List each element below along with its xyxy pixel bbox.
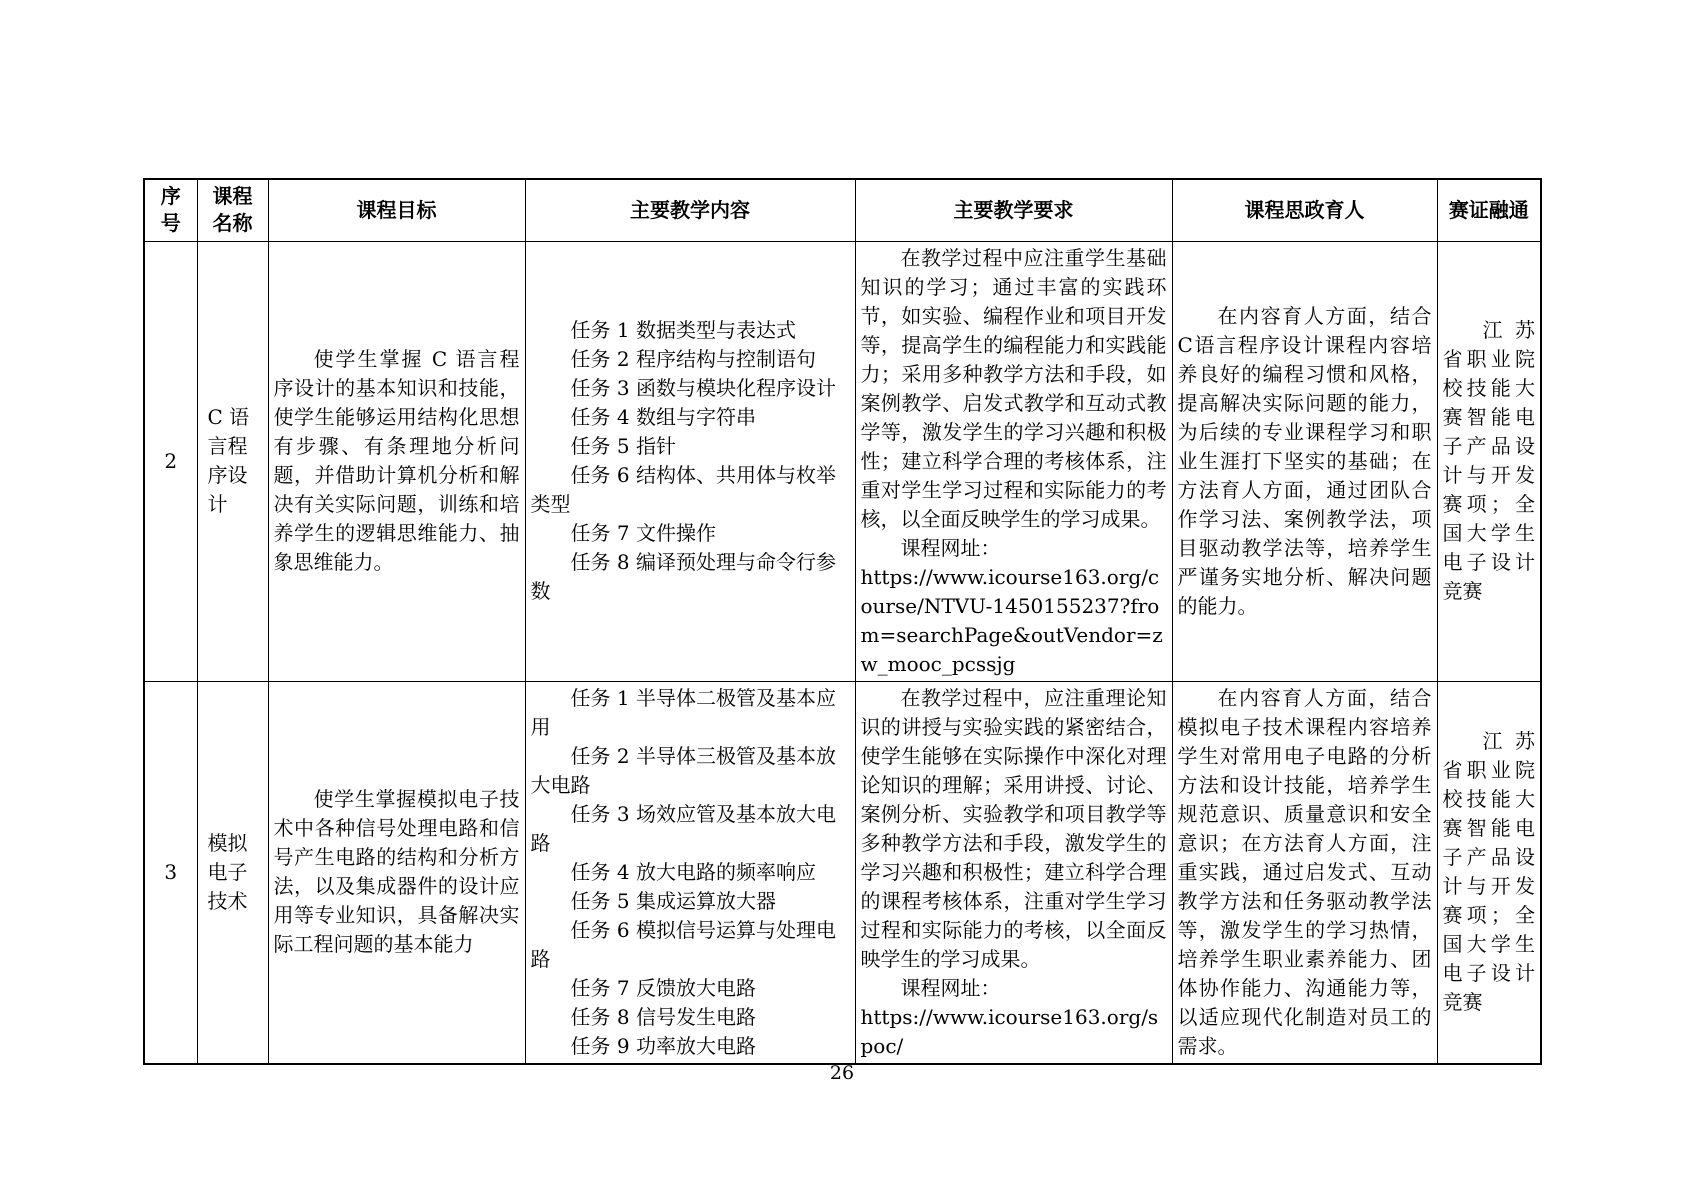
task-item: 任务 4 放大电路的频率响应 <box>570 859 816 884</box>
header-objective: 课程目标 <box>268 179 525 241</box>
course-url: https://www.icourse163.org/spoc/ <box>860 1004 1159 1058</box>
header-course-name: 课程名称 <box>197 179 268 241</box>
cell-objective <box>268 681 525 1064</box>
competition-text: 江苏省职业院校技能大赛智能电子产品设计与开发赛项；全国大学生电子设计竞赛 <box>1442 318 1535 603</box>
requirement-text: 在教学过程中，应注重理论知识的讲授与实验实践的紧密结合，使学生能够在实际操作中深化对理论知识的理解；采用讲授、讨论、案例分析、实验教学和项目教学等多种教学方法和手段，激发学生的学习兴趣和积极性；建立科学合理的课程考核体系，注重对学生学习过程和实际能力的考核，以全面反映学生的学习成果。 <box>860 685 1167 971</box>
competition-text: 江苏省职业院校技能大赛智能电子产品设计与开发赛项；全国大学生电子设计竞赛 <box>1442 729 1535 1014</box>
table-row <box>144 681 1541 1064</box>
requirement-text: 在教学过程中应注重学生基础知识的学习；通过丰富的实践环节，如实验、编程作业和项目开发等，提高学生的编程能力和实践能力；采用多种教学方法和手段，如案例教学、启发式教学和互动式教学等，激发学生的学习兴趣和积极性；建立科学合理的考核体系，注重对学生学习过程和实际能力的考核，以全面反映学生的学习成果。 <box>860 245 1167 531</box>
task-item: 任务 8 信号发生电路 <box>570 1004 756 1029</box>
task-item: 任务 1 数据类型与表达式 <box>570 318 796 342</box>
task-item: 任务 1 半导体二极管及基本应用 <box>530 685 836 739</box>
task-item: 任务 6 结构体、共用体与枚举类型 <box>530 463 836 516</box>
cell-no: 3 <box>144 681 197 1064</box>
cell-requirement <box>855 241 1172 681</box>
task-item: 任务 3 场效应管及基本放大电路 <box>530 801 836 855</box>
objective-text: 使学生掌握 C 语言程序设计的基本知识和技能，使学生能够运用结构化思想有步骤、有条理地分析问题，并借助计算机分析和解决有关实际问题，训练和培养学生的逻辑思维能力、抽象思维能力。 <box>273 347 520 574</box>
cell-ideology <box>1172 681 1437 1064</box>
cell-competition <box>1437 241 1541 681</box>
cell-no: 2 <box>144 241 197 681</box>
page-number: 26 <box>829 1062 855 1084</box>
cell-objective <box>268 241 525 681</box>
cell-competition <box>1437 681 1541 1064</box>
task-item: 任务 7 文件操作 <box>570 521 716 545</box>
course-url: https://www.icourse163.org/course/NTVU-1450155237?from=searchPage&outVendor=zw_mooc_pcssjg <box>860 564 1163 676</box>
task-item: 任务 6 模拟信号运算与处理电路 <box>530 917 836 971</box>
ideology-text: 在内容育人方面，结合C语言程序设计课程内容培养良好的编程习惯和风格，提高解决实际问题的能力，为后续的专业课程学习和职业生涯打下坚实的基础；在方法育人方面，通过团队合作学习法、案例教学法，项目驱动教学法等，培养学生严谨务实地分析、解决问题的能力。 <box>1177 303 1432 618</box>
task-item: 任务 2 程序结构与控制语句 <box>570 347 816 371</box>
table-row <box>144 241 1541 681</box>
cell-ideology <box>1172 241 1437 681</box>
header-content: 主要教学内容 <box>525 179 855 241</box>
task-item: 任务 7 反馈放大电路 <box>570 975 756 1000</box>
task-item: 任务 4 数组与字符串 <box>570 405 756 429</box>
task-item: 任务 9 功率放大电路 <box>570 1033 756 1058</box>
cell-content <box>525 241 855 681</box>
table-header-row <box>144 179 1541 241</box>
objective-text: 使学生掌握模拟电子技术中各种信号处理电路和信号产生电路的结构和分析方法，以及集成器件的设计应用等专业知识，具备解决实际工程问题的基本能力 <box>273 787 520 956</box>
task-item: 任务 3 函数与模块化程序设计 <box>570 376 836 400</box>
course-url-label: 课程网址： <box>900 535 1001 560</box>
task-item: 任务 8 编译预处理与命令行参数 <box>530 550 836 603</box>
course-url-label: 课程网址： <box>900 975 1001 1000</box>
header-ideology: 课程思政育人 <box>1172 179 1437 241</box>
cell-requirement <box>855 681 1172 1064</box>
ideology-text: 在内容育人方面，结合模拟电子技术课程内容培养学生对常用电子电路的分析方法和设计技能，培养学生规范意识、质量意识和安全意识；在方法育人方面，注重实践，通过启发式、互动教学方法和任务驱动教学法等，激发学生的学习热情，培养学生职业素养能力、团体协作能力、沟通能力等，以适应现代化制造对员工的需求。 <box>1177 685 1432 1058</box>
header-requirement: 主要教学要求 <box>855 179 1172 241</box>
course-table <box>143 178 1542 1065</box>
header-competition: 赛证融通 <box>1437 179 1541 241</box>
cell-course-name: C 语言程序设计 <box>197 241 268 681</box>
cell-content <box>525 681 855 1064</box>
header-no: 序号 <box>144 179 197 241</box>
cell-course-name: 模拟电子技术 <box>197 681 268 1064</box>
task-item: 任务 5 指针 <box>570 434 676 458</box>
task-item: 任务 2 半导体三极管及基本放大电路 <box>530 743 836 797</box>
task-item: 任务 5 集成运算放大器 <box>570 888 776 913</box>
